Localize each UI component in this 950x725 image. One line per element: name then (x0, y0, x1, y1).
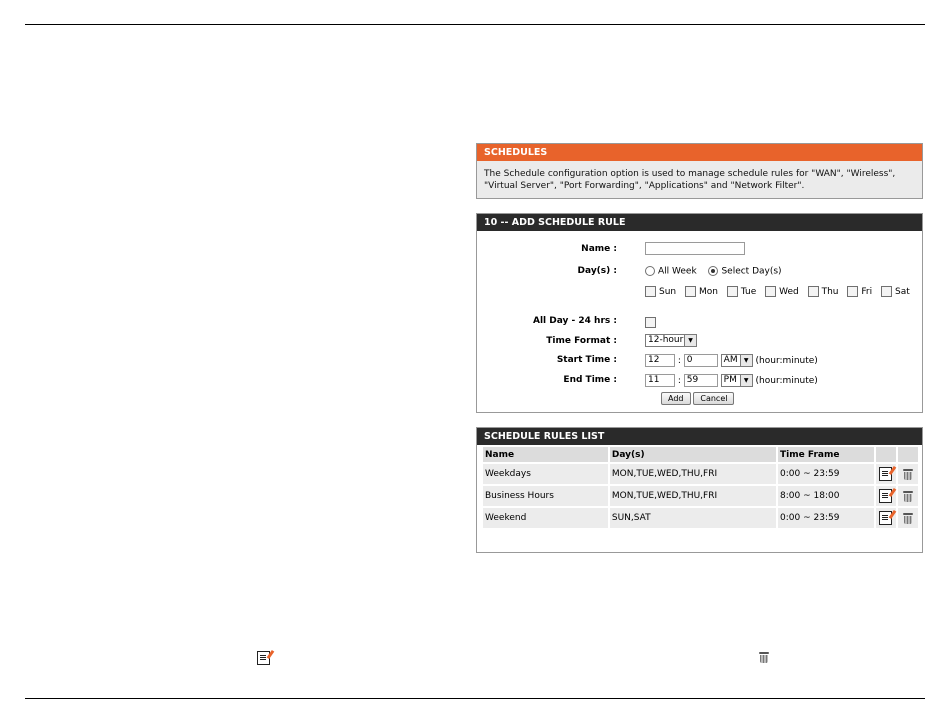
column-header-days: Day(s) (610, 447, 776, 462)
table-header-row (483, 447, 918, 462)
day-checkbox-thu[interactable] (808, 286, 819, 297)
name-input[interactable] (645, 242, 745, 255)
day-label-sun: Sun (659, 287, 677, 297)
end-ampm-value: PM (723, 375, 737, 385)
table-row (483, 486, 918, 506)
day-label-thu: Thu (821, 287, 839, 297)
day-checkbox-fri[interactable] (847, 286, 858, 297)
rule-name: Weekdays (483, 464, 608, 484)
start-colon: : (677, 356, 681, 366)
select-days-radio[interactable] (708, 266, 718, 276)
day-checkbox-tue[interactable] (727, 286, 738, 297)
schedule-rules-list-panel (476, 427, 923, 553)
delete-button[interactable] (898, 486, 918, 506)
bottom-rule (25, 698, 925, 699)
edit-button[interactable] (876, 508, 896, 528)
select-days-label: Select Day(s) (721, 266, 782, 277)
end-hour-input[interactable]: 11 (645, 374, 675, 387)
all-day-label: All Day - 24 hrs : (533, 316, 617, 326)
chevron-down-icon: ▼ (684, 335, 696, 346)
schedules-panel (476, 143, 923, 199)
trash-icon (903, 469, 913, 480)
name-label: Name : (581, 244, 617, 254)
schedules-description: The Schedule configuration option is used to manage schedule rules for "WAN", "Wireless", "Virtual Server", "Port Forwarding", "Applications" and "Network Filter". (484, 169, 896, 191)
end-time-label: End Time : (563, 375, 617, 385)
cancel-button[interactable]: Cancel (693, 392, 734, 405)
day-checkbox-wed[interactable] (765, 286, 776, 297)
start-ampm-value: AM (723, 355, 738, 365)
edit-button[interactable] (876, 486, 896, 506)
all-week-radio[interactable] (645, 266, 655, 276)
day-label-tue: Tue (740, 287, 757, 297)
rule-days: SUN,SAT (610, 508, 776, 528)
all-day-checkbox[interactable] (645, 317, 656, 328)
delete-button[interactable] (898, 508, 918, 528)
trash-icon (903, 513, 913, 524)
time-format-value: 12-hour (648, 335, 684, 345)
rule-time-frame: 0:00 ~ 23:59 (778, 464, 874, 484)
rule-name: Weekend (483, 508, 608, 528)
day-label-sat: Sat (895, 287, 910, 297)
add-button[interactable]: Add (661, 392, 691, 405)
days-label: Day(s) : (577, 266, 617, 276)
start-ampm-select[interactable] (721, 354, 753, 367)
start-hour-input[interactable]: 12 (645, 354, 675, 367)
end-ampm-select[interactable] (721, 374, 753, 387)
end-minute-input[interactable]: 59 (684, 374, 718, 387)
column-header-edit (876, 447, 896, 462)
start-time-label: Start Time : (556, 355, 617, 365)
start-minute-input[interactable]: 0 (684, 354, 718, 367)
rule-time-frame: 0:00 ~ 23:59 (778, 508, 874, 528)
delete-button[interactable] (898, 464, 918, 484)
rule-days: MON,TUE,WED,THU,FRI (610, 464, 776, 484)
column-header-delete (898, 447, 918, 462)
add-rule-header: 10 -- ADD SCHEDULE RULE (477, 214, 922, 231)
time-format-label: Time Format : (546, 336, 617, 346)
edit-icon (879, 511, 892, 525)
top-rule (25, 24, 925, 25)
add-schedule-rule-panel (476, 213, 923, 413)
day-checkbox-mon[interactable] (685, 286, 696, 297)
day-label-fri: Fri (861, 287, 873, 297)
day-checkbox-sat[interactable] (881, 286, 892, 297)
rule-time-frame: 8:00 ~ 18:00 (778, 486, 874, 506)
chevron-down-icon: ▼ (740, 355, 752, 366)
time-format-select[interactable] (645, 334, 697, 347)
schedules-header: SCHEDULES (477, 144, 922, 161)
table-row (483, 508, 918, 528)
column-header-name: Name (483, 447, 608, 462)
trash-icon (759, 652, 769, 663)
day-checkbox-sun[interactable] (645, 286, 656, 297)
rules-table (481, 445, 920, 530)
day-label-wed: Wed (779, 287, 799, 297)
day-label-mon: Mon (699, 287, 718, 297)
end-time-hint: (hour:minute) (755, 376, 818, 386)
rule-name: Business Hours (483, 486, 608, 506)
chevron-down-icon: ▼ (740, 375, 752, 386)
start-time-hint: (hour:minute) (755, 356, 818, 366)
end-colon: : (677, 376, 681, 386)
rules-list-header: SCHEDULE RULES LIST (477, 428, 922, 445)
rule-days: MON,TUE,WED,THU,FRI (610, 486, 776, 506)
edit-button[interactable] (876, 464, 896, 484)
edit-icon (879, 489, 892, 503)
trash-icon (903, 491, 913, 502)
all-week-label: All Week (658, 266, 697, 277)
edit-icon (879, 467, 892, 481)
column-header-time-frame: Time Frame (778, 447, 874, 462)
edit-icon (257, 651, 270, 665)
table-row (483, 464, 918, 484)
